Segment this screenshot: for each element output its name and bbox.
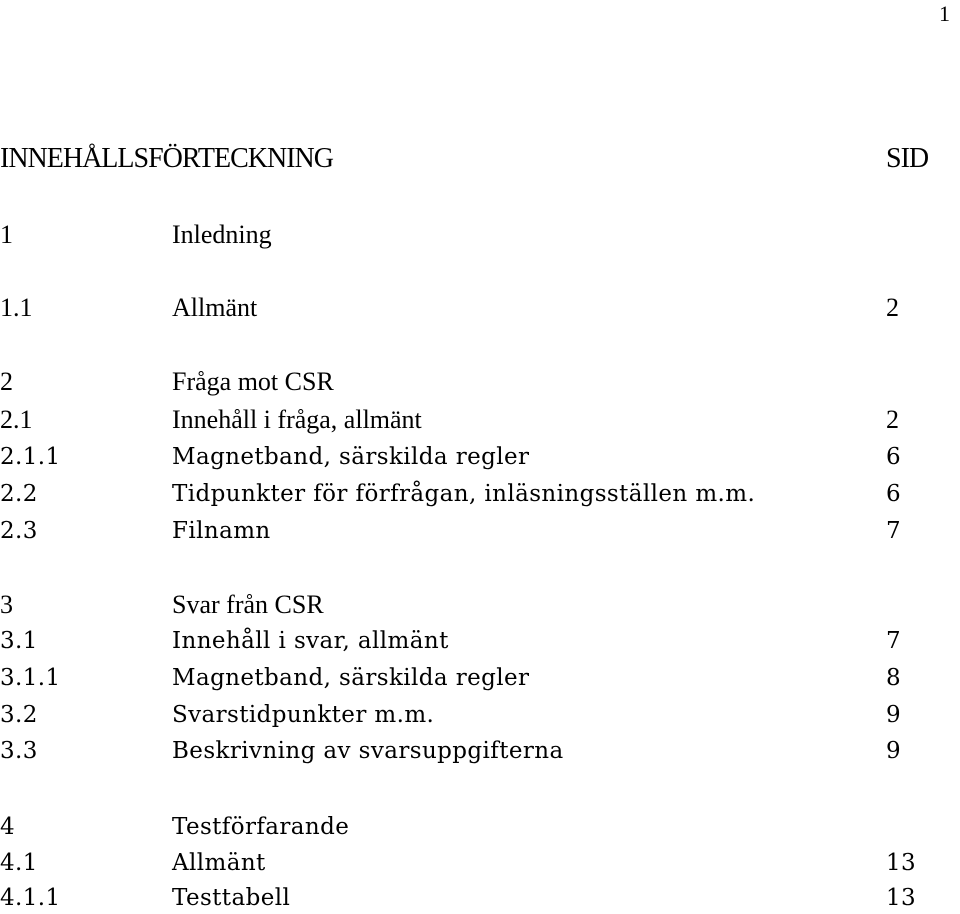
toc-row — [0, 403, 960, 437]
toc-number: 3.2 — [0, 702, 38, 728]
toc-row — [0, 514, 960, 548]
toc-row — [0, 291, 960, 325]
toc-row — [0, 846, 960, 880]
toc-label: Allmänt — [172, 850, 266, 876]
toc-row — [0, 365, 960, 399]
toc-page: 7 — [886, 518, 902, 544]
toc-row — [0, 440, 960, 474]
toc-row — [0, 698, 960, 732]
toc-number: 2.1 — [0, 405, 33, 434]
toc-number: 2.1.1 — [0, 444, 61, 470]
toc-row — [0, 661, 960, 695]
toc-row — [0, 588, 960, 622]
toc-row — [0, 810, 960, 844]
toc-row — [0, 881, 960, 914]
toc-label: Innehåll i svar, allmänt — [172, 628, 449, 654]
toc-label: Magnetband, särskilda regler — [172, 444, 530, 470]
toc-page: 9 — [886, 702, 902, 728]
toc-label: Tidpunkter för förfrågan, inläsningsställen m.m. — [172, 481, 756, 507]
toc-label: Beskrivning av svarsuppgifterna — [172, 738, 564, 764]
page-number: 1 — [939, 1, 950, 26]
toc-label: Innehåll i fråga, allmänt — [172, 405, 422, 434]
toc-label: Svar från CSR — [172, 590, 324, 619]
toc-number: 4 — [0, 814, 16, 840]
toc-label: Filnamn — [172, 518, 271, 544]
toc-number: 3 — [0, 590, 13, 619]
toc-row — [0, 624, 960, 658]
toc-label: Testtabell — [172, 885, 291, 911]
toc-number: 1 — [0, 220, 13, 249]
toc-row — [0, 734, 960, 768]
toc-page: 9 — [886, 738, 902, 764]
toc-number: 4.1.1 — [0, 885, 61, 911]
toc-page: 2 — [886, 405, 899, 434]
toc-page: 2 — [886, 293, 899, 322]
toc-page: 6 — [886, 444, 902, 470]
toc-label: Allmänt — [172, 293, 258, 322]
toc-page: 6 — [886, 481, 902, 507]
toc-row — [0, 218, 960, 252]
toc-row — [0, 477, 960, 511]
toc-number: 2 — [0, 367, 13, 396]
toc-number: 3.1.1 — [0, 665, 61, 691]
toc-label: Testförfarande — [172, 814, 350, 840]
toc-label: Magnetband, särskilda regler — [172, 665, 530, 691]
toc-number: 3.3 — [0, 738, 38, 764]
toc-label: Inledning — [172, 220, 272, 249]
toc-label: Svarstidpunkter m.m. — [172, 702, 435, 728]
toc-page: 8 — [886, 665, 902, 691]
toc-page: 7 — [886, 628, 902, 654]
toc-number: 2.2 — [0, 481, 38, 507]
toc-title: INNEHÅLLSFÖRTECKNING — [0, 143, 333, 174]
toc-page: 13 — [886, 885, 917, 911]
toc-number: 4.1 — [0, 850, 38, 876]
toc-page: 13 — [886, 850, 917, 876]
toc-page-column-header: SID — [886, 143, 929, 174]
toc-number: 2.3 — [0, 518, 38, 544]
toc-number: 3.1 — [0, 628, 38, 654]
toc-number: 1.1 — [0, 293, 33, 322]
toc-label: Fråga mot CSR — [172, 367, 334, 396]
